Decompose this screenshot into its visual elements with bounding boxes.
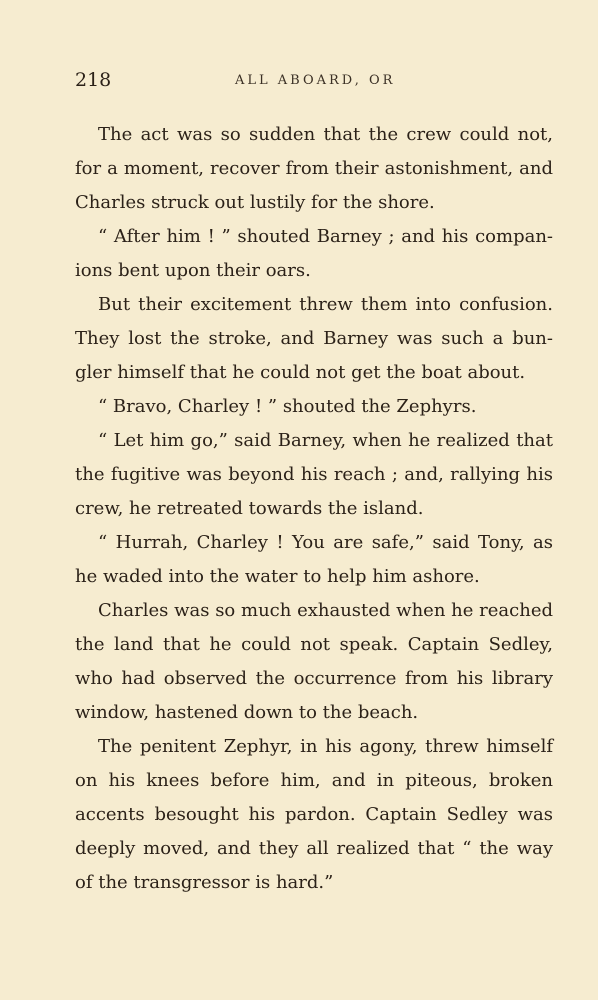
text-line: “ Bravo, Charley ! ” shouted the Zephyrs. bbox=[98, 396, 477, 417]
page-number: 218 bbox=[75, 69, 112, 91]
text-line: “ After him ! ” shouted Barney ; and his compan- bbox=[98, 226, 553, 247]
text-line: deeply moved, and they all realized that “ the way bbox=[75, 838, 553, 859]
text-line: who had observed the occurrence from his library bbox=[75, 668, 553, 689]
text-line: “ Let him go,” said Barney, when he realized that bbox=[98, 430, 553, 451]
text-line: Charles struck out lustily for the shore. bbox=[75, 192, 435, 213]
text-line: he waded into the water to help him ashore. bbox=[75, 566, 480, 587]
text-line: the fugitive was beyond his reach ; and, rallying his bbox=[75, 464, 553, 485]
text-line: crew, he retreated towards the island. bbox=[75, 498, 424, 519]
body-text bbox=[75, 118, 553, 900]
text-line: Charles was so much exhausted when he reached bbox=[98, 600, 553, 621]
text-line: gler himself that he could not get the boat about. bbox=[75, 362, 526, 383]
text-line: accents besought his pardon. Captain Sedley was bbox=[75, 804, 553, 825]
text-line: “ Hurrah, Charley ! You are safe,” said Tony, as bbox=[98, 532, 553, 553]
text-line: for a moment, recover from their astonishment, and bbox=[75, 158, 553, 179]
running-head: ALL ABOARD, OR bbox=[235, 73, 396, 88]
text-line: But their excitement threw them into confusion. bbox=[98, 294, 553, 315]
text-line: the land that he could not speak. Captain Sedley, bbox=[75, 634, 553, 655]
text-line: The act was so sudden that the crew could not, bbox=[98, 124, 553, 145]
text-line: They lost the stroke, and Barney was such a bun- bbox=[75, 328, 553, 349]
text-line: ions bent upon their oars. bbox=[75, 260, 311, 281]
text-line: The penitent Zephyr, in his agony, threw himself bbox=[98, 736, 553, 757]
text-line: on his knees before him, and in piteous, broken bbox=[75, 770, 553, 791]
page-header bbox=[75, 69, 553, 93]
text-line: window, hastened down to the beach. bbox=[75, 702, 419, 723]
text-line: of the transgressor is hard.” bbox=[75, 872, 334, 893]
